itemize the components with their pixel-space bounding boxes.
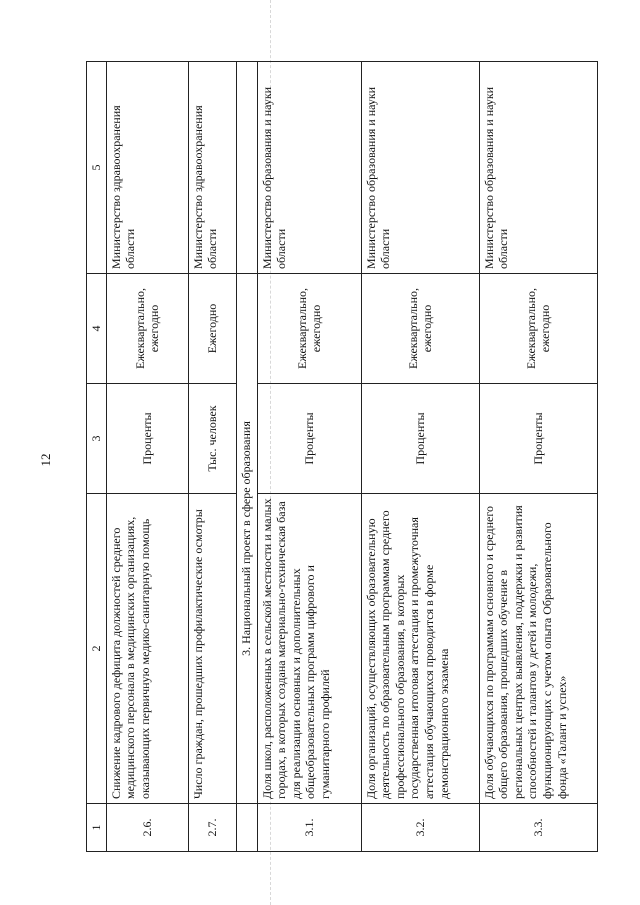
indicator-text: Доля обучающихся по программам основного и среднего общего образования, прошедших обучение в региональных центрах выявления, поддержки и развития способностей и талантов у детей и молодежи, функционирующих с учетом опыта Образовательного фонда «Талант и успех»	[479, 494, 597, 804]
header-cell: 1	[87, 804, 107, 852]
row-number: 2.6.	[106, 804, 188, 852]
page-number: 12	[38, 453, 53, 467]
table-header-row	[87, 62, 107, 852]
indicator-text: Доля школ, расположенных в сельской местности и малых городах, в которых создана материально-техническая база для реализации основных и дополнительных общеобразовательных программ цифрового и гуманитарного профилей	[257, 494, 361, 804]
unit-cell: Проценты	[106, 384, 188, 494]
responsible-cell: Министерство образования и науки области	[257, 62, 361, 274]
row-number: 3.1.	[257, 804, 361, 852]
period-cell: Ежеквартально, ежегодно	[479, 274, 597, 384]
indicator-text: Число граждан, прошедших профилактические осмотры	[188, 494, 236, 804]
unit-cell: Проценты	[479, 384, 597, 494]
table-row	[257, 62, 361, 852]
unit-cell: Проценты	[257, 384, 361, 494]
period-cell: Ежеквартально, ежегодно	[106, 274, 188, 384]
indicator-text: Доля организаций, осуществляющих образовательную деятельность по образовательным программам среднего профессионального образования, в которых государственная итоговая аттестация и промежуточная аттестация обучающихся проводится в форме демонстрационного экзамена	[361, 494, 479, 804]
unit-cell: Проценты	[361, 384, 479, 494]
table-row	[106, 62, 188, 852]
row-number: 3.3.	[479, 804, 597, 852]
header-cell: 3	[87, 384, 107, 494]
indicators-table	[86, 61, 598, 852]
section-row	[236, 62, 257, 852]
responsible-cell: Министерство образования и науки области	[361, 62, 479, 274]
responsible-cell: Министерство образования и науки области	[479, 62, 597, 274]
header-cell: 2	[87, 494, 107, 804]
table-row	[361, 62, 479, 852]
rotated-page-content	[86, 62, 576, 852]
responsible-cell: Министерство здравоохранения области	[106, 62, 188, 274]
unit-cell: Тыс. человек	[188, 384, 236, 494]
row-number: 3.2.	[361, 804, 479, 852]
section-title: 3. Национальный проект в сфере образования	[236, 274, 257, 804]
table-row	[479, 62, 597, 852]
header-cell: 5	[87, 62, 107, 274]
header-cell: 4	[87, 274, 107, 384]
responsible-cell: Министерство здравоохранения области	[188, 62, 236, 274]
table-row	[188, 62, 236, 852]
period-cell: Ежегодно	[188, 274, 236, 384]
indicator-text: Снижение кадрового дефицита должностей среднего медицинского персонала в медицинских организациях, оказывающих первичную медико-санитарную помощь	[106, 494, 188, 804]
period-cell: Ежеквартально, ежегодно	[361, 274, 479, 384]
row-number: 2.7.	[188, 804, 236, 852]
period-cell: Ежеквартально, ежегодно	[257, 274, 361, 384]
